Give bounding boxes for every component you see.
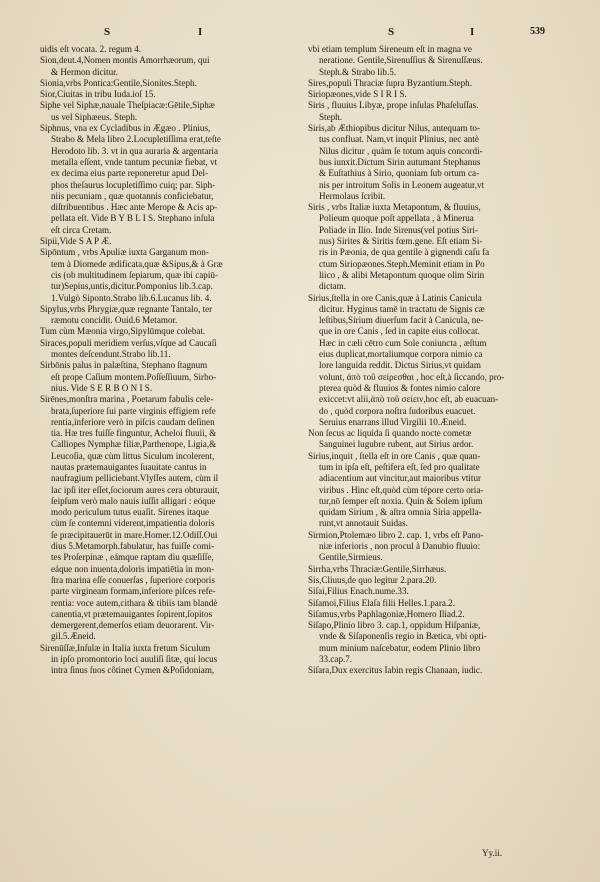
dictionary-entry (40, 44, 286, 55)
dictionary-entry (40, 100, 286, 123)
text-line: Poliade in Ilio. Inde Sirenus(vel potius Siri- (319, 224, 478, 235)
text-line: ræmotu concidit. Ouid.6 Metamor. (51, 315, 178, 326)
text-line: niis pecuniam , quæ quotannis conficiebatur, (51, 190, 214, 201)
text-line: montes deſcendunt.Strabo lib.11. (51, 349, 171, 360)
text-line: nius. Vide S E R B O N I S. (51, 382, 153, 393)
dictionary-entry (40, 55, 286, 78)
text-line: Steph. (319, 111, 342, 122)
dictionary-entry (308, 609, 554, 620)
text-line: cis (ob multitudinem ſepiarum, quæ ibi capiū- (51, 269, 218, 280)
dictionary-entry (308, 451, 554, 530)
text-line: Nilus dicitur , quàm ſe totum aquis concordi- (319, 145, 483, 156)
text-line: 33.cap.7. (319, 654, 353, 665)
text-line: ris in Pæonia, de qua gentile à gignendi caſu fa (319, 247, 490, 258)
text-line: Sanguinei lugubre rubent, aut Sirius ardor. (319, 439, 474, 450)
right-column (308, 44, 554, 677)
text-line: viribus . Hinc eſt,quòd cùm tépore certo oria- (319, 484, 484, 495)
text-line: Hæc in cæli cētro cum Sole coniuncta , æſtum (319, 337, 487, 348)
text-line: niæ inferioris , non procul à Danubio fluuio: (319, 541, 481, 552)
running-head (0, 26, 600, 42)
dictionary-entry (40, 123, 286, 236)
text-line: phos theſaurus locupletiſſimo cuiq; par. Siph- (51, 179, 216, 190)
dictionary-entry (308, 293, 554, 429)
dictionary-entry (308, 586, 554, 597)
text-line: Sipylus,vrbs Phrygiæ,quæ regnante Tantalo, ter (40, 303, 213, 314)
text-line: que in ore Canis , ſed in capite eius collocat. (319, 326, 480, 337)
text-line: dicitur. Hyginus tamē in tractatu de Signis cæ (319, 303, 485, 314)
text-line: Sirenūſſæ,Inſulæ in Italia iuxta fretum Siculum (40, 642, 211, 653)
text-line: tum in ipſa eſt, peſtifera eſt, ſed pro qualitate (319, 461, 480, 472)
dictionary-entry (308, 78, 554, 89)
text-line: parte virgineam formam,inferiore piſces refe- (51, 586, 216, 597)
dictionary-entry (308, 123, 554, 202)
text-line: demergerent,demerſos etiam deuorarent. Vir- (51, 620, 215, 631)
dictionary-entry (308, 620, 554, 665)
text-line: quidam Sirium , & aſtra omnia Siria appella- (319, 507, 482, 518)
dictionary-entry (308, 428, 554, 451)
text-line: naufragium pelliciebant.Vlyſſes autem, cùm il (51, 473, 219, 484)
text-line: rentia: voce autem,cithara & tibiis tam blandè (51, 597, 218, 608)
text-line: brata,ſuperiore ſui parte virginis effigiem refe (51, 405, 216, 416)
left-column (40, 44, 286, 677)
text-line: tia. Hæ tres fuiſſe finguntur, Acheloi fluuii, & (51, 428, 217, 439)
text-line: adiacentium aut vincitur,aut maioribus vtitur (319, 473, 482, 484)
text-line: intra ſinus ſuos côtinet Cymen &Poſidoniam, (51, 665, 215, 676)
text-line: uidis eſt vocata. 2. regum 4. (40, 44, 142, 54)
text-line: ſtra marina eſſe conuerſas , ſuperiore corporis (51, 574, 215, 585)
text-line: 1.Vulgò Siponto.Strabo lib.6.Lucanus lib. 4. (51, 292, 212, 303)
text-line: dius 5.Metamorph.fabulatur, has fuiſſe comi- (51, 541, 215, 552)
text-line: Sirrha,vrbs Thraciæ:Gentile,Sirrhæus. (308, 563, 447, 574)
text-line: Non ſecus ac liquida ſi quando nocte cometæ (308, 428, 472, 439)
text-line: Sirius,ſtella in ore Canis,quæ à Latinis Canicula (308, 292, 482, 303)
text-line: neratione. Gentile,Sirenuſſius & Sirenuſſæus. (319, 55, 483, 66)
text-line: nis per introitum Solis in Leonem augeatur,vt (319, 179, 485, 190)
text-line: Hermolaus ſcribit. (319, 190, 386, 201)
text-line: Sires,populi Thraciæ ſupra Byzantium.Steph. (308, 77, 473, 88)
dictionary-entry (308, 89, 554, 100)
text-line: ex decima eius parte reponeretur apud Del- (51, 168, 209, 179)
text-line: Sipii,Vide S A P Æ. (40, 236, 112, 247)
dictionary-entry (308, 598, 554, 609)
text-line: mum minium naſcebatur, eodem Plinio libro (319, 642, 481, 653)
text-line: Herodoto lib. 3. vt in qua auraria & argentaria (51, 145, 218, 156)
text-line: eáque non inuenta,doloris impatiētia in mon- (51, 563, 215, 574)
text-line: Calliopes Nymphæ filiæ,Parthenope, Ligia,& (51, 439, 217, 450)
text-line: bus iunxit.Dictum Sirin autumant Stephanus (319, 156, 481, 167)
text-line: ſeipſum verò malo nauis iuſſit alligari : eóque (51, 495, 216, 506)
text-line: Sionia,vrbs Pontica:Gentile,Sionites.Steph. (40, 77, 197, 88)
text-line: pellata eſt. Vide B Y B L I S. Stephano inſula (51, 213, 215, 224)
text-line: Sion,deut.4,Nomen montis Amorrhæorum, qui (40, 55, 210, 66)
folio-number: 539 (530, 26, 545, 37)
text-line: leſtibus,Sirium diuerſum facit à Canicula, ne- (319, 315, 484, 326)
dictionary-entry (40, 326, 286, 337)
running-head-letter: S (104, 26, 113, 38)
dictionary-entry (308, 575, 554, 586)
text-line: Siſapo,Plinio libro 3. cap.1, oppidum Hiſpaniæ, (308, 620, 481, 631)
text-line: & Euſtathius à Sirio, quoniam ſub ortum ca- (319, 168, 480, 179)
text-line: Polieum quoque poſt appellata , à Minerua (319, 213, 474, 224)
text-line: ſe præcipitauerūt in mare.Homer.12.Odiſſ.Oui (51, 529, 218, 540)
text-line: Siraces,populi meridiem verſus,vſque ad Caucaſi (40, 337, 217, 348)
text-line: Siphe vel Siphæ,nauale Theſpiacæ:Gētile,Siphæ (40, 100, 215, 111)
text-line: metalla eſſent, vnde tantum pecuniæ fiebat, vt (51, 156, 218, 167)
text-line: & Hermon dicitur. (51, 66, 118, 77)
text-line: pterea quòd & fluuios & fontes nimio calore (319, 382, 481, 393)
text-line: cùm ſe contemni viderent,impatientia doloris (51, 518, 215, 529)
text-line: vnde & Siſaponenſis regio in Bætica, vbi opti- (319, 631, 487, 642)
text-line: eius duplicat,mortaliumque corpora nimio ca (319, 349, 483, 360)
dictionary-entry (40, 394, 286, 643)
text-line: eſt circa Cretam. (51, 224, 112, 235)
text-line: diſtribuentibus . Hæc ante Merope & Acis ap- (51, 202, 218, 213)
text-line: Steph.& Strabo lib.5. (319, 66, 397, 77)
text-line: Strabo & Mela libro 2.Locupletiſſima erat,teſte (51, 134, 221, 145)
text-line: rentia,inferiore verò in piſcis caudam deſinen (51, 416, 215, 427)
dictionary-entry (40, 247, 286, 303)
text-line: Gentile,Sirmieus. (319, 552, 383, 563)
text-line: Siris , fluuius Libyæ, prope inſulas Phaſeluſſas. (308, 100, 479, 111)
running-head-letter: I (470, 26, 477, 38)
text-line: Tum cùm Mæonia virgo,Sipylūmque colebat. (40, 326, 206, 337)
text-line: Siſamoi,Filius Elaſa filii Helles.1.para.2. (308, 597, 455, 608)
running-head-letter: S (388, 26, 397, 38)
text-line: Sipōntum , vrbs Apuliæ iuxta Garganum mon- (40, 247, 209, 258)
text-line: do , quòd corpora noſtra ſudoribus euacuet. (319, 405, 476, 416)
dictionary-entry (308, 564, 554, 575)
text-line: us vel Siphæeus. Steph. (51, 111, 138, 122)
dictionary-entry (40, 338, 286, 361)
text-line: dictam. (319, 281, 347, 292)
text-line: eſt prope Caſium montem.Poſſeſſiuum, Sirbo- (51, 371, 217, 382)
text-line: Siris , vrbs Italiæ iuxta Metapontum, & fluuius, (308, 202, 481, 213)
text-line: Sirbōnis palus in palæſtina, Stephano ſtagnum (40, 360, 208, 371)
text-line: tem à Diomede ædificata,quæ &Sipus,& à Græ (51, 258, 223, 269)
text-line: vbi etiam templum Sireneum eſt in magna ve (308, 44, 472, 54)
catchword: Yy.ii. (482, 848, 503, 858)
text-line: gil.5.Æneid. (51, 631, 96, 642)
text-line: Siſai,Filius Enach.nume.33. (308, 586, 409, 597)
dictionary-entry (308, 202, 554, 292)
text-line: Siſamus,vrbs Paphlagoniæ,Homero Iliad.2. (308, 608, 465, 619)
text-line: tus confluat. Nam,vt inquit Plinius, nec antè (319, 134, 479, 145)
text-line: modo periculum tutus euaſit. Sirenes itaque (51, 507, 210, 518)
text-line: ctum Siriopæones.Steph.Meminit etiam in Po (319, 258, 485, 269)
dictionary-entry (40, 78, 286, 89)
text-line: canentia,vt prætemauigantes ſopirent,ſopitos (51, 608, 213, 619)
text-line: Siriopæones,vide S I R I S. (308, 89, 407, 100)
dictionary-entry (40, 236, 286, 247)
text-line: in ipſo promontorio loci auuliſi ſitæ, qui locus (51, 654, 218, 665)
text-line: exiccet:vt alii,ἀπὸ τοῦ σείειν,hoc eſt, ab euacuan- (319, 394, 499, 405)
text-line: Siſara,Dux exercitus Iabin regis Chanaan, iudic. (308, 665, 483, 676)
text-line: Siris,ab Æthiopibus dicitur Nilus, antequam to- (308, 123, 481, 134)
text-line: lore languida reddit. Dictus Sirius,vt quidam (319, 360, 481, 371)
text-line: Siphnus, vna ex Cycladibus in Ægæo . Plinius, (40, 123, 211, 134)
text-line: tur)Sepius,untis,dicitur.Pomponius lib.3.cap. (51, 281, 213, 292)
running-head-letter: I (198, 26, 205, 38)
text-line: lac ipſi iter eſſet,ſociorum aures cera obturauit, (51, 484, 220, 495)
dictionary-entry (308, 530, 554, 564)
text-line: tur,nō ſemper eſt noxia. Quin & Solem ipſum (319, 495, 483, 506)
text-line: Sirius,inquit , ſtella eſt in ore Canis , quæ quan- (308, 450, 481, 461)
dictionary-entry (40, 304, 286, 327)
text-line: Sior,Ciuitas in tribu Iuda.ioſ 15. (40, 89, 156, 100)
text-line: nautas prætemauigantes ſuauitate cantus in (51, 461, 207, 472)
text-line: volunt, ἀπὸ τοῦ σείρεσθαι , hoc eſt,à ſiccando, pro- (319, 371, 505, 382)
text-line: liico , & alibi Metapontum quoque olim Sirin (319, 269, 485, 280)
dictionary-entry (308, 44, 554, 78)
dictionary-entry (40, 360, 286, 394)
text-line: Leucoſia, quæ cùm littus Siculum incolerent, (51, 450, 215, 461)
text-line: Sirēnes,monſtra marina , Poetarum fabulis cele- (40, 394, 214, 405)
text-line: Sirmion,Ptolemæo libro 2. cap. 1, vrbs eſt Pano- (308, 529, 484, 540)
dictionary-entry (308, 665, 554, 676)
text-line: Seruius enarrans illud Virgilii 10.Æneid. (319, 416, 467, 427)
dictionary-entry (40, 89, 286, 100)
dictionary-entry (40, 643, 286, 677)
dictionary-entry (308, 100, 554, 123)
text-line: tes Proſerpinæ , eámque raptam diu quæſiſſe, (51, 552, 214, 563)
text-line: nus) Sirites & Siritis fœm.gene. Eſt etiam Si- (319, 236, 483, 247)
text-line: runt,vt annotauit Suidas. (319, 518, 408, 529)
text-line: Sis,Cliuus,de quo legitur 2.para.20. (308, 574, 437, 585)
